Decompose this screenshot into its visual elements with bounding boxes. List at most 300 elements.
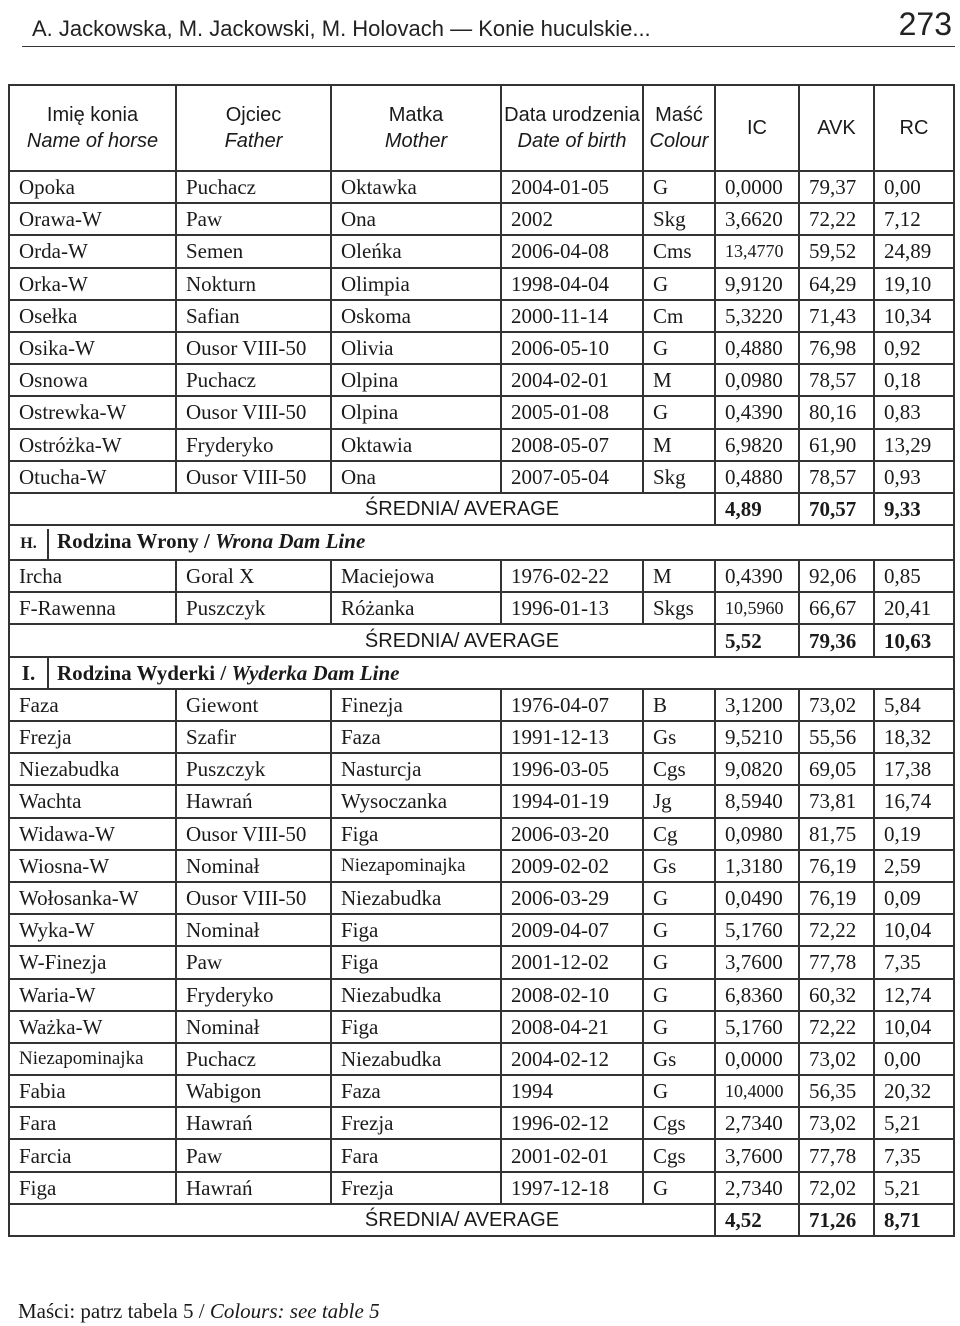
table-cell: Safian: [176, 300, 331, 332]
table-cell: 10,04: [874, 1011, 954, 1043]
table-row: [9, 1075, 954, 1107]
table-cell: 5,1760: [715, 914, 799, 946]
table-cell: Ostrewka-W: [9, 396, 176, 428]
table-cell: Farcia: [9, 1139, 176, 1171]
table-cell: 10,34: [874, 300, 954, 332]
table-row: [9, 396, 954, 428]
table-cell: 76,19: [799, 882, 874, 914]
table-cell: 0,83: [874, 396, 954, 428]
table-cell: 81,75: [799, 818, 874, 850]
table-cell: Waria-W: [9, 979, 176, 1011]
table-cell: Figa: [331, 914, 501, 946]
table-body: [9, 171, 954, 1236]
table-cell: 2004-02-12: [501, 1043, 643, 1075]
table-cell: 0,18: [874, 364, 954, 396]
table-cell: Orawa-W: [9, 203, 176, 235]
table-cell: 5,21: [874, 1107, 954, 1139]
footnote: [18, 1299, 380, 1324]
average-label: ŚREDNIA/ AVERAGE: [9, 493, 715, 525]
table-cell: Skg: [643, 203, 715, 235]
table-row: [9, 753, 954, 785]
table-cell: 1996-01-13: [501, 592, 643, 624]
table-cell: Fara: [9, 1107, 176, 1139]
table-cell: G: [643, 268, 715, 300]
table-cell: 1976-04-07: [501, 689, 643, 721]
table-cell: 0,0000: [715, 1043, 799, 1075]
table-cell: G: [643, 171, 715, 203]
table-cell: 1997-12-18: [501, 1172, 643, 1204]
column-header-label: IC: [747, 117, 767, 139]
table-cell: Hawrań: [176, 1107, 331, 1139]
table-cell: Puszczyk: [176, 592, 331, 624]
dam-line-title-en: Wrona Dam Line: [215, 529, 366, 554]
table-cell: 5,1760: [715, 1011, 799, 1043]
column-header: [643, 85, 715, 171]
table-cell: Fryderyko: [176, 429, 331, 461]
table-cell: Olpina: [331, 364, 501, 396]
table-cell: Fabia: [9, 1075, 176, 1107]
dam-line-title-pl: Rodzina Wrony /: [57, 529, 210, 554]
table-cell: 2004-01-05: [501, 171, 643, 203]
table-row: [9, 1043, 954, 1075]
table-cell: G: [643, 1075, 715, 1107]
table-cell: 64,29: [799, 268, 874, 300]
table-cell: 0,0980: [715, 364, 799, 396]
table-row: [9, 721, 954, 753]
table-cell: Fryderyko: [176, 979, 331, 1011]
table-cell: 5,21: [874, 1172, 954, 1204]
table-cell: 1994-01-19: [501, 785, 643, 817]
table-cell: 2,59: [874, 850, 954, 882]
table-cell: Ousor VIII-50: [176, 461, 331, 493]
table-cell: 72,22: [799, 203, 874, 235]
table-cell: Giewont: [176, 689, 331, 721]
table-cell: Oktawka: [331, 171, 501, 203]
table-cell: Osika-W: [9, 332, 176, 364]
table-cell: 78,57: [799, 461, 874, 493]
table-cell: Ousor VIII-50: [176, 882, 331, 914]
table-cell: Ona: [331, 203, 501, 235]
table-cell: 3,7600: [715, 946, 799, 978]
table-cell: 76,19: [799, 850, 874, 882]
table-cell: 0,00: [874, 1043, 954, 1075]
dam-line-heading: [9, 657, 954, 689]
table-cell: 13,29: [874, 429, 954, 461]
table-cell: Niezabudka: [9, 753, 176, 785]
table-cell: 66,67: [799, 592, 874, 624]
footnote-en: Colours: see table 5: [209, 1299, 380, 1323]
table-cell: 2,7340: [715, 1107, 799, 1139]
table-row: [9, 689, 954, 721]
table-cell: Ousor VIII-50: [176, 396, 331, 428]
table-cell: Puchacz: [176, 364, 331, 396]
table-cell: 69,05: [799, 753, 874, 785]
table-cell: Fara: [331, 1139, 501, 1171]
table-cell: Olimpia: [331, 268, 501, 300]
table-cell: 73,02: [799, 1107, 874, 1139]
table-row: [9, 560, 954, 592]
table-row: [9, 1011, 954, 1043]
table-cell: 2002: [501, 203, 643, 235]
table-cell: 7,35: [874, 946, 954, 978]
average-row: [9, 624, 954, 656]
table-cell: 0,19: [874, 818, 954, 850]
table-cell: 0,92: [874, 332, 954, 364]
table-cell: 0,85: [874, 560, 954, 592]
table-cell: Nasturcja: [331, 753, 501, 785]
column-header: [331, 85, 501, 171]
table-cell: 10,04: [874, 914, 954, 946]
table-cell: 6,8360: [715, 979, 799, 1011]
table-cell: Paw: [176, 946, 331, 978]
table-cell: 72,02: [799, 1172, 874, 1204]
average-rc: 10,63: [874, 624, 954, 656]
dam-line-title: [49, 526, 365, 556]
table-cell: Wiosna-W: [9, 850, 176, 882]
column-header: [715, 85, 799, 171]
table-cell: 3,7600: [715, 1139, 799, 1171]
table-cell: Różanka: [331, 592, 501, 624]
table-cell: 71,43: [799, 300, 874, 332]
table-cell: Ousor VIII-50: [176, 332, 331, 364]
table-cell: 2009-04-07: [501, 914, 643, 946]
table-cell: Skgs: [643, 592, 715, 624]
table-cell: 73,02: [799, 1043, 874, 1075]
table-cell: 55,56: [799, 721, 874, 753]
dam-line-letter: H.: [10, 529, 49, 559]
table-cell: Puszczyk: [176, 753, 331, 785]
table-cell: 1991-12-13: [501, 721, 643, 753]
horse-table: [8, 84, 955, 1237]
table-cell: 1996-03-05: [501, 753, 643, 785]
table-row: [9, 332, 954, 364]
table-cell: Frezja: [331, 1107, 501, 1139]
table-cell: 2008-04-21: [501, 1011, 643, 1043]
table-cell: G: [643, 1011, 715, 1043]
dam-line-title: [49, 658, 399, 688]
table-cell: 0,4880: [715, 332, 799, 364]
table-header-row: [9, 85, 954, 171]
table-cell: 0,00: [874, 171, 954, 203]
table-cell: Osnowa: [9, 364, 176, 396]
column-header-label: Data urodzenia: [504, 104, 640, 126]
table-cell: 20,32: [874, 1075, 954, 1107]
table-cell: Gs: [643, 850, 715, 882]
table-cell: Niezabudka: [331, 882, 501, 914]
table-row: [9, 850, 954, 882]
column-header: [799, 85, 874, 171]
table-row: [9, 979, 954, 1011]
column-header: [501, 85, 643, 171]
table-cell: Frezja: [9, 721, 176, 753]
table-cell: 13,4770: [715, 235, 799, 267]
table-cell: Szafir: [176, 721, 331, 753]
table-cell: 73,02: [799, 689, 874, 721]
table-cell: 2001-02-01: [501, 1139, 643, 1171]
table-cell: Nokturn: [176, 268, 331, 300]
table-cell: Ircha: [9, 560, 176, 592]
table-row: [9, 914, 954, 946]
table-cell: Figa: [331, 818, 501, 850]
table-cell: 77,78: [799, 1139, 874, 1171]
column-header-label: Ojciec: [225, 104, 282, 126]
dam-line-title-pl: Rodzina Wyderki /: [57, 660, 227, 685]
average-rc: 9,33: [874, 493, 954, 525]
table-cell: Niezabudka: [331, 979, 501, 1011]
table-row: [9, 268, 954, 300]
table-cell: 18,32: [874, 721, 954, 753]
table-cell: Ona: [331, 461, 501, 493]
table-cell: 0,0980: [715, 818, 799, 850]
average-rc: 8,71: [874, 1204, 954, 1236]
table-cell: 9,0820: [715, 753, 799, 785]
table-row: [9, 1107, 954, 1139]
table-cell: Nominał: [176, 914, 331, 946]
table-cell: Gs: [643, 1043, 715, 1075]
table-cell: 5,3220: [715, 300, 799, 332]
table-cell: G: [643, 979, 715, 1011]
table-cell: Wachta: [9, 785, 176, 817]
table-cell: Niezabudka: [331, 1043, 501, 1075]
table-row: [9, 818, 954, 850]
table-cell: 92,06: [799, 560, 874, 592]
table-row: [9, 592, 954, 624]
table-cell: 2006-03-20: [501, 818, 643, 850]
table-cell: 5,84: [874, 689, 954, 721]
table-cell: 7,35: [874, 1139, 954, 1171]
column-header-label: RC: [899, 117, 929, 139]
table-cell: 10,5960: [715, 592, 799, 624]
table-cell: 72,22: [799, 1011, 874, 1043]
table-cell: G: [643, 882, 715, 914]
table-cell: Ousor VIII-50: [176, 818, 331, 850]
table-row: [9, 882, 954, 914]
table-cell: 2005-01-08: [501, 396, 643, 428]
table-cell: 12,74: [874, 979, 954, 1011]
table-cell: Otucha-W: [9, 461, 176, 493]
table-cell: Hawrań: [176, 785, 331, 817]
column-header: [9, 85, 176, 171]
column-header-label-en: Mother: [384, 130, 448, 152]
table-cell: Orda-W: [9, 235, 176, 267]
table-row: [9, 235, 954, 267]
table-cell: 10,4000: [715, 1075, 799, 1107]
table-cell: M: [643, 560, 715, 592]
column-header-label: Imię konia: [46, 104, 139, 126]
table-cell: 1996-02-12: [501, 1107, 643, 1139]
table-cell: Cgs: [643, 1107, 715, 1139]
table-cell: Wabigon: [176, 1075, 331, 1107]
average-ic: 4,52: [715, 1204, 799, 1236]
table-cell: 0,4390: [715, 396, 799, 428]
table-row: [9, 203, 954, 235]
average-label: ŚREDNIA/ AVERAGE: [9, 1204, 715, 1236]
table-cell: Faza: [331, 721, 501, 753]
table-cell: 0,0000: [715, 171, 799, 203]
table-cell: Puchacz: [176, 171, 331, 203]
table-row: [9, 946, 954, 978]
table-cell: Ostróżka-W: [9, 429, 176, 461]
table-cell: 2004-02-01: [501, 364, 643, 396]
table-row: [9, 429, 954, 461]
average-avk: 70,57: [799, 493, 874, 525]
table-cell: 9,9120: [715, 268, 799, 300]
table-cell: Olivia: [331, 332, 501, 364]
table-cell: Niezapominajka: [331, 850, 501, 882]
table-cell: 0,93: [874, 461, 954, 493]
column-header-label: Matka: [388, 104, 444, 126]
table-cell: Cgs: [643, 1139, 715, 1171]
table-cell: Gs: [643, 721, 715, 753]
table-cell: Nominał: [176, 1011, 331, 1043]
table-cell: Widawa-W: [9, 818, 176, 850]
table-cell: Ważka-W: [9, 1011, 176, 1043]
table-cell: Paw: [176, 203, 331, 235]
table-cell: Frezja: [331, 1172, 501, 1204]
table-row: [9, 364, 954, 396]
table-cell: 2007-05-04: [501, 461, 643, 493]
dam-line-letter: I.: [10, 658, 49, 688]
dam-line-heading-row: [9, 525, 954, 560]
table-row: [9, 461, 954, 493]
average-avk: 79,36: [799, 624, 874, 656]
table-cell: M: [643, 364, 715, 396]
table-cell: 16,74: [874, 785, 954, 817]
average-row: [9, 1204, 954, 1236]
table-cell: Wyka-W: [9, 914, 176, 946]
table-cell: Semen: [176, 235, 331, 267]
table-cell: 3,1200: [715, 689, 799, 721]
table-cell: 20,41: [874, 592, 954, 624]
column-header-label: AVK: [817, 117, 856, 139]
table-cell: 1,3180: [715, 850, 799, 882]
dam-line-heading: [9, 525, 954, 560]
column-header: [874, 85, 954, 171]
table-cell: 2000-11-14: [501, 300, 643, 332]
table-cell: 0,0490: [715, 882, 799, 914]
table-cell: 2006-03-29: [501, 882, 643, 914]
table-cell: 73,81: [799, 785, 874, 817]
table-cell: 8,5940: [715, 785, 799, 817]
table-cell: 2,7340: [715, 1172, 799, 1204]
table-cell: 1998-04-04: [501, 268, 643, 300]
table-cell: Oleńka: [331, 235, 501, 267]
table-cell: 2006-04-08: [501, 235, 643, 267]
table-cell: Puchacz: [176, 1043, 331, 1075]
table-cell: Oskoma: [331, 300, 501, 332]
average-ic: 4,89: [715, 493, 799, 525]
running-head: [22, 6, 952, 44]
table-cell: 77,78: [799, 946, 874, 978]
average-row: [9, 493, 954, 525]
table-cell: G: [643, 946, 715, 978]
table-cell: Orka-W: [9, 268, 176, 300]
table-cell: Opoka: [9, 171, 176, 203]
table-cell: 6,9820: [715, 429, 799, 461]
table-cell: 56,35: [799, 1075, 874, 1107]
table-cell: Osełka: [9, 300, 176, 332]
table-row: [9, 1139, 954, 1171]
table-cell: 2008-02-10: [501, 979, 643, 1011]
column-header-label-en: Name of horse: [26, 130, 159, 152]
table-cell: 1976-02-22: [501, 560, 643, 592]
column-header-label-en: Father: [224, 130, 283, 152]
page-number: 273: [898, 6, 952, 42]
table-cell: Oktawia: [331, 429, 501, 461]
table-cell: G: [643, 332, 715, 364]
table-cell: M: [643, 429, 715, 461]
table-cell: Wołosanka-W: [9, 882, 176, 914]
average-label: ŚREDNIA/ AVERAGE: [9, 624, 715, 656]
table-cell: 76,98: [799, 332, 874, 364]
table-cell: Jg: [643, 785, 715, 817]
table-cell: Faza: [9, 689, 176, 721]
table-cell: 61,90: [799, 429, 874, 461]
column-header-label-en: Date of birth: [517, 130, 627, 152]
average-ic: 5,52: [715, 624, 799, 656]
footnote-pl: Maści: patrz tabela 5 /: [18, 1299, 210, 1323]
table-cell: 24,89: [874, 235, 954, 267]
table-cell: Paw: [176, 1139, 331, 1171]
table-cell: Skg: [643, 461, 715, 493]
table-cell: 72,22: [799, 914, 874, 946]
table-cell: Olpina: [331, 396, 501, 428]
table-cell: Cg: [643, 818, 715, 850]
table-cell: G: [643, 396, 715, 428]
table-row: [9, 1172, 954, 1204]
average-avk: 71,26: [799, 1204, 874, 1236]
table-cell: Faza: [331, 1075, 501, 1107]
table-cell: 3,6620: [715, 203, 799, 235]
table-cell: 7,12: [874, 203, 954, 235]
table-cell: 2008-05-07: [501, 429, 643, 461]
table-cell: B: [643, 689, 715, 721]
table-cell: G: [643, 1172, 715, 1204]
table-cell: 2001-12-02: [501, 946, 643, 978]
table-cell: Maciejowa: [331, 560, 501, 592]
table-cell: Goral X: [176, 560, 331, 592]
table-cell: Nominał: [176, 850, 331, 882]
table-cell: Cgs: [643, 753, 715, 785]
table-cell: G: [643, 914, 715, 946]
table-cell: 80,16: [799, 396, 874, 428]
table-cell: Figa: [9, 1172, 176, 1204]
table-cell: Niezapominajka: [9, 1043, 176, 1075]
header-rule: [22, 46, 955, 47]
table-cell: 2009-02-02: [501, 850, 643, 882]
column-header: [176, 85, 331, 171]
table-cell: Cms: [643, 235, 715, 267]
table-cell: Figa: [331, 1011, 501, 1043]
table-cell: F-Rawenna: [9, 592, 176, 624]
table-cell: 17,38: [874, 753, 954, 785]
table-cell: Finezja: [331, 689, 501, 721]
table-row: [9, 171, 954, 203]
table-cell: 59,52: [799, 235, 874, 267]
table-row: [9, 300, 954, 332]
table-cell: Figa: [331, 946, 501, 978]
table-cell: 1994: [501, 1075, 643, 1107]
table-cell: W-Finezja: [9, 946, 176, 978]
table-cell: 0,4880: [715, 461, 799, 493]
table-cell: 78,57: [799, 364, 874, 396]
table-cell: Wysoczanka: [331, 785, 501, 817]
running-head-title: A. Jackowska, M. Jackowski, M. Holovach — Konie huculskie...: [32, 16, 651, 41]
dam-line-heading-row: [9, 657, 954, 689]
table-cell: 2006-05-10: [501, 332, 643, 364]
table-cell: 60,32: [799, 979, 874, 1011]
table-cell: Cm: [643, 300, 715, 332]
